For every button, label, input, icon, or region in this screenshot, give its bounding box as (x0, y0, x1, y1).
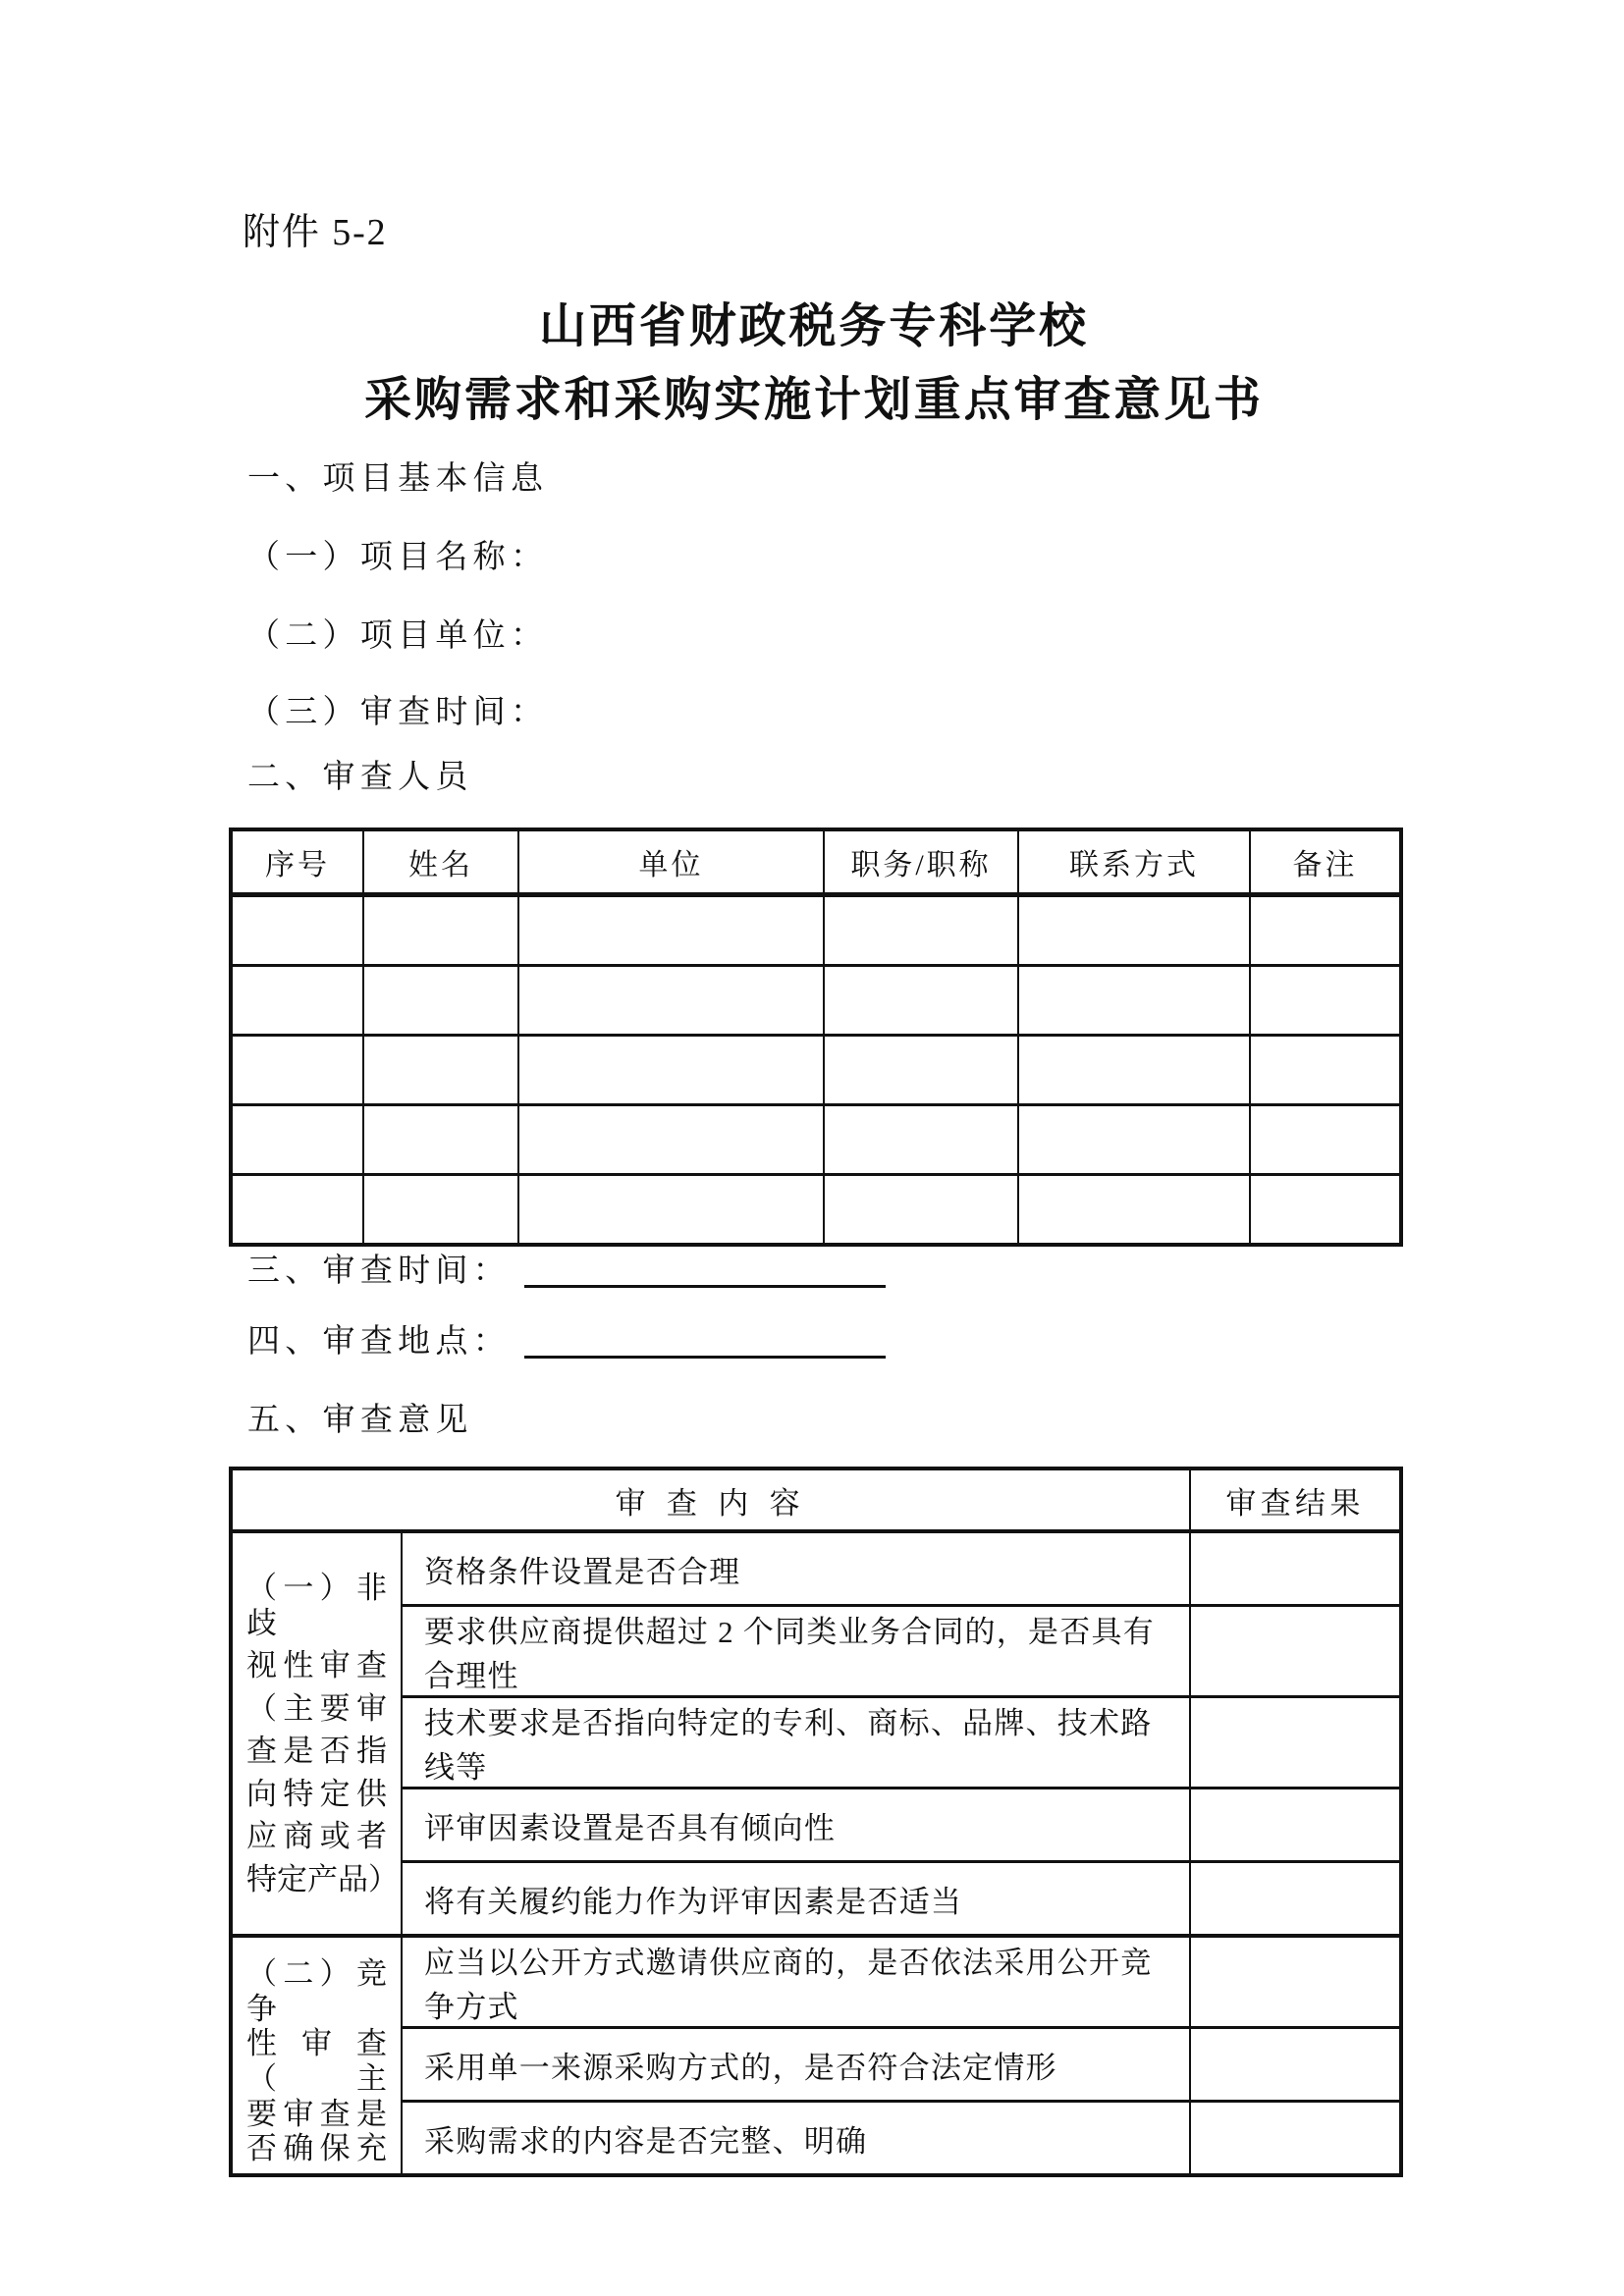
empty-cell (1250, 966, 1401, 1036)
empty-cell (824, 1036, 1018, 1105)
empty-cell (518, 1105, 824, 1175)
table-row (231, 1862, 1401, 1937)
empty-cell (1250, 1175, 1401, 1246)
table-row (231, 2102, 1401, 2176)
group-2-label: （二）竞争 性审查（主 要审查是 否确保充 (246, 1956, 387, 2166)
empty-cell (363, 895, 518, 966)
empty-cell (363, 1105, 518, 1175)
review-item: 资格条件设置是否合理 (402, 1531, 1190, 1606)
empty-cell (231, 1105, 363, 1175)
empty-cell (824, 966, 1018, 1036)
result-empty-cell (1190, 1531, 1401, 1606)
empty-cell (824, 1105, 1018, 1175)
table-row (231, 1036, 1401, 1105)
review-item: 将有关履约能力作为评审因素是否适当 (402, 1862, 1190, 1937)
result-empty-cell (1190, 1697, 1401, 1789)
empty-cell (518, 895, 824, 966)
table-row (231, 895, 1401, 966)
result-empty-cell (1190, 2028, 1401, 2102)
group-1-label: （一）非歧 视性审查 （主要审 查是否指 向特定供 应商或者 特定产品） (246, 1570, 399, 1896)
result-empty-cell (1190, 1936, 1401, 2028)
table-row (231, 1175, 1401, 1246)
result-empty-cell (1190, 1789, 1401, 1862)
review-time-label: （三）审查时间： (247, 695, 549, 730)
table-row (231, 1697, 1401, 1789)
personnel-table-header-row (231, 829, 1401, 895)
table-row (231, 1105, 1401, 1175)
empty-cell (824, 1175, 1018, 1246)
result-empty-cell (1190, 1862, 1401, 1937)
review-item: 技术要求是否指向特定的专利、商标、品牌、技术路线等 (402, 1697, 1190, 1789)
project-name-label: （一）项目名称： (247, 540, 549, 575)
result-empty-cell (1190, 1606, 1401, 1697)
empty-cell (518, 1175, 824, 1246)
review-table-header-row (231, 1468, 1401, 1531)
attachment-label: 附件 5-2 (243, 212, 388, 253)
empty-cell (231, 895, 363, 966)
empty-cell (1018, 1036, 1250, 1105)
review-place-blank-line (524, 1326, 886, 1359)
review-time-blank-line (524, 1255, 886, 1288)
empty-cell (231, 966, 363, 1036)
empty-cell (1250, 1105, 1401, 1175)
empty-cell (518, 966, 824, 1036)
empty-cell (1018, 966, 1250, 1036)
column-header-remarks: 备注 (1250, 829, 1401, 895)
empty-cell (231, 1036, 363, 1105)
column-header-contact: 联系方式 (1018, 829, 1250, 895)
table-row (231, 1936, 1401, 2028)
review-content-header: 审 查 内 容 (231, 1468, 1190, 1531)
empty-cell (1250, 895, 1401, 966)
empty-cell (363, 966, 518, 1036)
table-row (231, 1606, 1401, 1697)
empty-cell (363, 1175, 518, 1246)
table-row (231, 1531, 1401, 1606)
document-title-line1: 山西省财政税务专科学校 (539, 300, 1089, 352)
column-header-index: 序号 (231, 829, 363, 895)
review-item: 评审因素设置是否具有倾向性 (402, 1789, 1190, 1862)
empty-cell (363, 1036, 518, 1105)
empty-cell (824, 895, 1018, 966)
section-4-heading (247, 1315, 886, 1362)
empty-cell (1018, 1175, 1250, 1246)
empty-cell (1018, 895, 1250, 966)
empty-cell (1018, 1105, 1250, 1175)
project-unit-label: （二）项目单位： (247, 618, 549, 654)
review-item: 应当以公开方式邀请供应商的，是否依法采用公开竞争方式 (402, 1936, 1190, 2028)
table-row (231, 2028, 1401, 2102)
review-result-header: 审查结果 (1190, 1468, 1401, 1531)
review-opinion-table (229, 1467, 1403, 2177)
empty-cell (231, 1175, 363, 1246)
section-5-heading: 五、审查意见 (247, 1403, 473, 1438)
result-empty-cell (1190, 2102, 1401, 2176)
review-time-fill-label: 三、审查时间： (247, 1254, 511, 1289)
section-3-heading (247, 1245, 886, 1291)
group-2-label-cell (231, 1936, 402, 2175)
review-item: 采用单一来源采购方式的，是否符合法定情形 (402, 2028, 1190, 2102)
review-place-fill-label: 四、审查地点： (247, 1324, 511, 1360)
table-row (231, 1789, 1401, 1862)
section-1-heading: 一、项目基本信息 (247, 461, 549, 497)
personnel-table (229, 828, 1403, 1247)
review-item: 采购需求的内容是否完整、明确 (402, 2102, 1190, 2176)
table-row (231, 966, 1401, 1036)
review-item: 要求供应商提供超过 2 个同类业务合同的，是否具有合理性 (402, 1606, 1190, 1697)
column-header-position: 职务/职称 (824, 829, 1018, 895)
empty-cell (518, 1036, 824, 1105)
empty-cell (1250, 1036, 1401, 1105)
column-header-unit: 单位 (518, 829, 824, 895)
section-2-heading: 二、审查人员 (247, 760, 473, 795)
column-header-name: 姓名 (363, 829, 518, 895)
document-title-line2: 采购需求和采购实施计划重点审查意见书 (364, 374, 1264, 426)
group-1-label-cell (231, 1531, 402, 1936)
